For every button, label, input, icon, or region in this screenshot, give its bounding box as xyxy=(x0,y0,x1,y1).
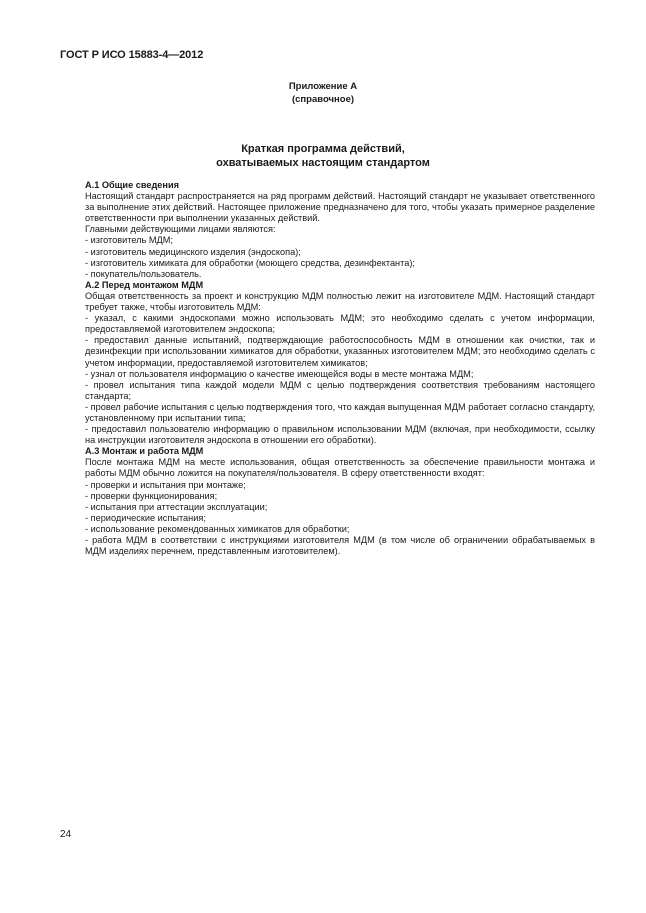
annex-type: (справочное) xyxy=(291,94,355,105)
list-item: - узнал от пользователя информацию о качестве имеющейся воды в месте монтажа МДМ; xyxy=(85,368,474,379)
list-item: - проверки функционирования; xyxy=(85,490,218,501)
list-item: - испытания при аттестации эксплуатации; xyxy=(85,501,268,512)
annex-label: Приложение А xyxy=(288,81,358,92)
list-item: - периодические испытания; xyxy=(85,512,206,523)
annex-heading xyxy=(0,80,646,106)
list-item: - провел испытания типа каждой модели МДМ с целью подтверждения соответствия требованиям настоящего стандарта; xyxy=(85,379,595,401)
list-item: - изготовитель химиката для обработки (моющего средства, дезинфектанта); xyxy=(85,257,415,268)
paragraph: Настоящий стандарт распространяется на ряд программ действий. Настоящий стандарт не указывает ответственного за выполнение этих действий. Настоящее приложение предназначено для того, чтобы указать примерное разделение ответственности при выполнении указанных действий. xyxy=(85,191,595,224)
annex-body xyxy=(85,180,595,557)
section-heading-a2: А.2 Перед монтажом МДМ xyxy=(85,279,204,290)
page-number: 24 xyxy=(60,829,72,840)
list-item: - использование рекомендованных химикатов для обработки; xyxy=(85,523,350,534)
paragraph: Главными действующими лицами являются: xyxy=(85,224,276,235)
paragraph: После монтажа МДМ на месте использования, общая ответственность за обеспечение правильности монтажа и работы МДМ обычно ложится на покупателя/пользователя. В сферу ответственности входят: xyxy=(85,457,595,479)
list-item: - указал, с какими эндоскопами можно использовать МДМ; это необходимо сделать с учетом информации, предоставляемой изготовителем эндоскопа; xyxy=(85,313,595,335)
list-item: - предоставил данные испытаний, подтверждающие работоспособность МДМ в отношении как очистки, так и дезинфекции при использовании химикатов для обработки, указанных изготовителем МДМ; это необходимо сделать с учетом информации, предоставляемой изготовителем химикатов; xyxy=(85,335,595,368)
list-item: - предоставил пользователю информацию о правильном использовании МДМ (включая, при необходимости, ссылку на инструкции изготовителя эндоскопа в отношении его обработки). xyxy=(85,424,595,446)
list-item: - изготовитель МДМ; xyxy=(85,235,173,246)
list-item: - проверки и испытания при монтаже; xyxy=(85,479,246,490)
paragraph: Общая ответственность за проект и конструкцию МДМ полностью лежит на изготовителе МДМ. Настоящий стандарт требует также, чтобы изготовитель МДМ: xyxy=(85,290,595,313)
list-item: - изготовитель медицинского изделия (эндоскопа); xyxy=(85,246,301,257)
list-item: - работа МДМ в соответствии с инструкциями изготовителя МДМ (в том числе об ограничении обрабатываемых в МДМ изделиях перечнем, представленным изготовителем). xyxy=(85,535,595,557)
list-item: - провел рабочие испытания с целью подтверждения того, что каждая выпущенная МДМ работает согласно стандарту, установленному при испытании типа; xyxy=(85,401,595,423)
title-line-1: Краткая программа действий, xyxy=(241,143,405,155)
title-line-2: охватываемых настоящим стандартом xyxy=(216,157,430,169)
section-heading-a3: А.3 Монтаж и работа МДМ xyxy=(85,446,204,457)
document-header: ГОСТ Р ИСО 15883-4—2012 xyxy=(60,49,204,61)
list-item: - покупатель/пользователь. xyxy=(85,268,202,279)
section-heading-a1: А.1 Общие сведения xyxy=(85,180,179,190)
annex-title xyxy=(0,142,646,170)
